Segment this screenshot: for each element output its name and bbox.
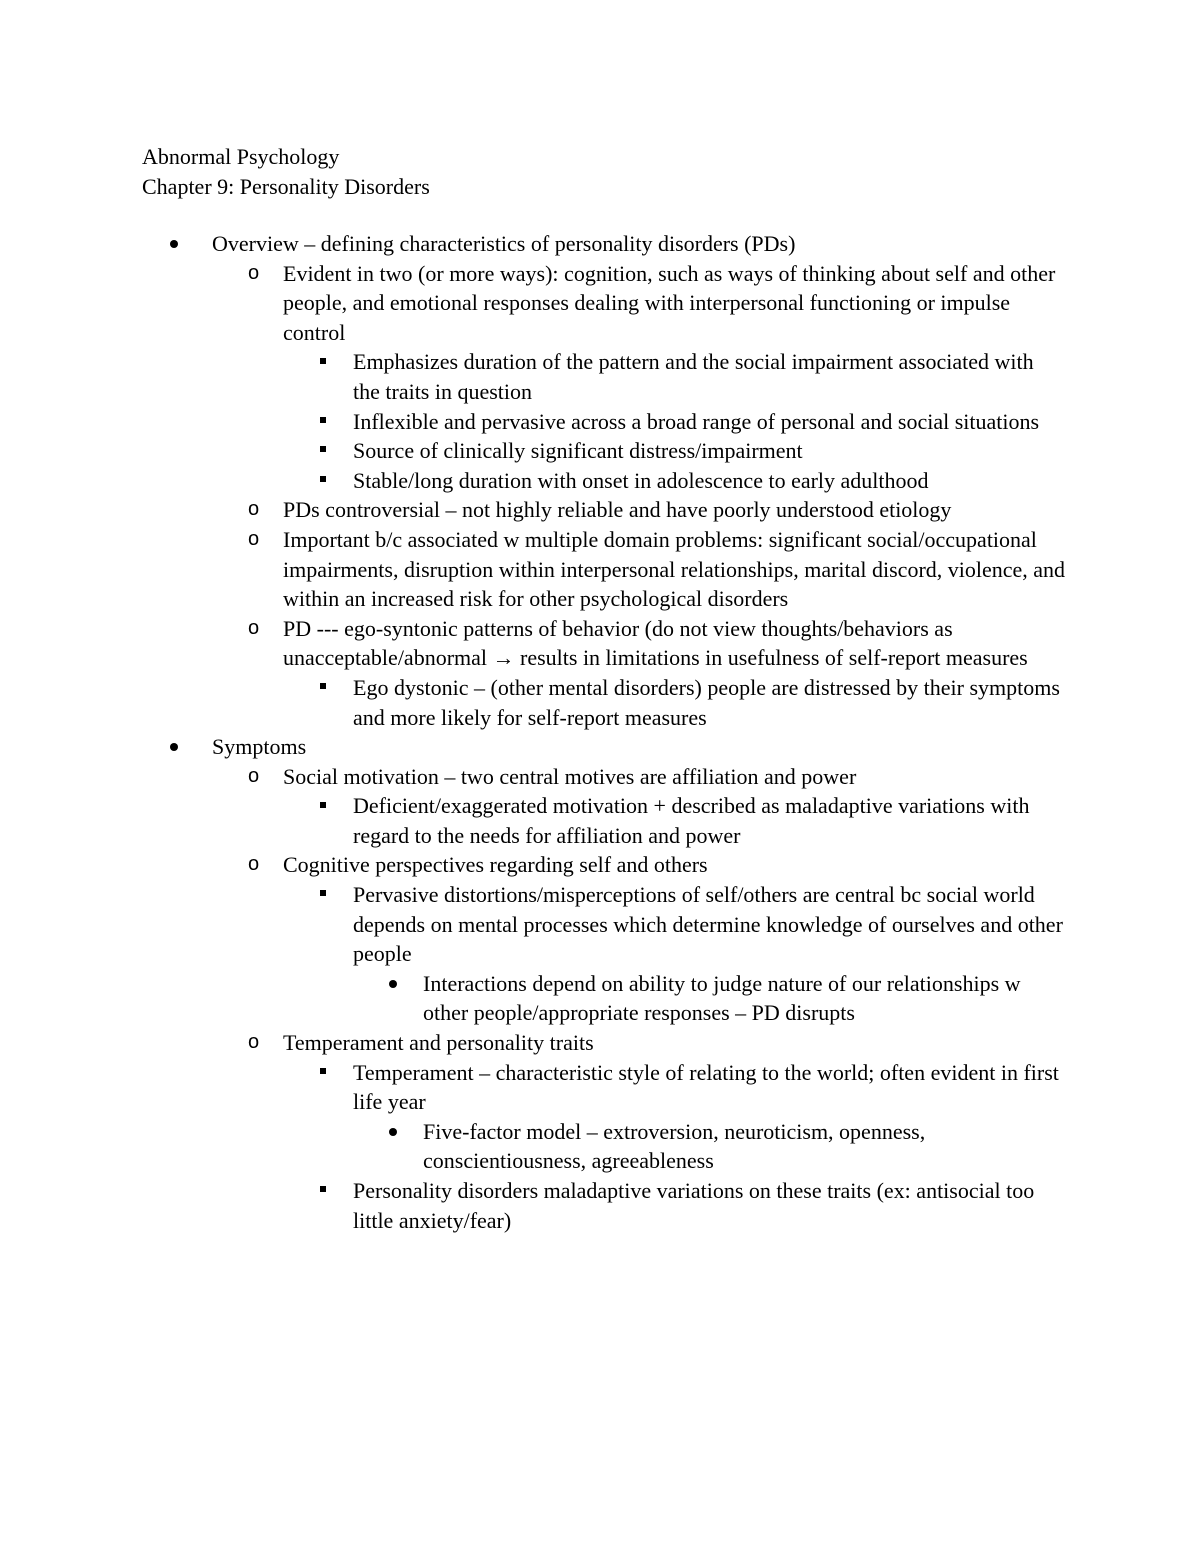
list-item-text: Symptoms bbox=[212, 734, 307, 760]
list-item bbox=[0, 1058, 1063, 1117]
list-item-text: Source of clinically significant distress/impairment bbox=[353, 438, 803, 464]
list-item-text: Deficient/exaggerated motivation + described as maladaptive variations with regard to the needs for affiliation and power bbox=[353, 793, 1030, 848]
circle-marker: o bbox=[248, 853, 260, 876]
list-item-text: Social motivation – two central motives are affiliation and power bbox=[283, 763, 857, 789]
list-item bbox=[0, 969, 1043, 1028]
bullet-marker bbox=[170, 732, 178, 762]
list-item bbox=[0, 466, 1063, 496]
circle-marker: o bbox=[248, 498, 260, 521]
square-marker bbox=[320, 1058, 326, 1088]
list-item bbox=[0, 407, 1063, 437]
list-item bbox=[0, 347, 1063, 406]
list-item-text: Pervasive distortions/misperceptions of self/others are central bc social world depends on mental processes which determine knowledge of ourselves and other people bbox=[353, 882, 1063, 967]
list-item-text: Five-factor model – extroversion, neuroticism, openness, conscientiousness, agreeableness bbox=[423, 1118, 926, 1174]
circle-marker: o bbox=[248, 261, 260, 284]
circle-marker: o bbox=[248, 764, 260, 787]
list-item bbox=[0, 1176, 1063, 1235]
list-item bbox=[0, 1028, 1073, 1058]
square-marker bbox=[320, 1176, 326, 1206]
bullet-marker bbox=[170, 229, 178, 259]
list-item bbox=[0, 673, 1063, 732]
list-item bbox=[0, 525, 1073, 614]
circle-marker: o bbox=[248, 527, 260, 550]
list-item bbox=[0, 791, 1063, 850]
list-item-text: Evident in two (or more ways): cognition, such as ways of thinking about self and other people, and emotional responses dealing with interpersonal functioning or impulse control bbox=[283, 260, 1056, 345]
course-title: Abnormal Psychology bbox=[142, 144, 340, 169]
square-marker bbox=[320, 466, 326, 496]
list-item bbox=[0, 732, 1112, 762]
square-marker bbox=[320, 436, 326, 466]
list-item-text: Temperament – characteristic style of relating to the world; often evident in first life year bbox=[353, 1059, 1059, 1115]
list-item bbox=[0, 1117, 1043, 1176]
notes-outline bbox=[0, 229, 1200, 1235]
bullet-marker bbox=[389, 1117, 397, 1147]
square-marker bbox=[320, 791, 326, 821]
list-item-text: Cognitive perspectives regarding self and others bbox=[283, 852, 708, 878]
list-item bbox=[0, 614, 1073, 673]
list-item bbox=[0, 259, 1073, 348]
list-item bbox=[0, 850, 1073, 880]
list-item bbox=[0, 229, 1112, 259]
circle-marker: o bbox=[248, 1031, 260, 1054]
list-item bbox=[0, 762, 1073, 792]
square-marker bbox=[320, 407, 326, 437]
list-item bbox=[0, 495, 1073, 525]
list-item-text: Overview – defining characteristics of personality disorders (PDs) bbox=[212, 231, 796, 256]
square-marker bbox=[320, 673, 326, 703]
bullet-marker bbox=[389, 969, 397, 999]
document-header bbox=[142, 142, 1082, 201]
square-marker bbox=[320, 880, 326, 910]
list-item-text: Inflexible and pervasive across a broad range of personal and social situations bbox=[353, 408, 1040, 434]
list-item-text: Emphasizes duration of the pattern and the social impairment associated with the traits in question bbox=[353, 349, 1034, 404]
chapter-title: Chapter 9: Personality Disorders bbox=[142, 173, 430, 199]
list-item bbox=[0, 880, 1063, 969]
list-item-text: Temperament and personality traits bbox=[283, 1030, 594, 1056]
list-item-text: Interactions depend on ability to judge nature of our relationships w other people/appropriate responses – PD disrupts bbox=[423, 970, 1021, 1026]
circle-marker: o bbox=[248, 616, 260, 639]
list-item-text: Ego dystonic – (other mental disorders) people are distressed by their symptoms and more likely for self-report measures bbox=[353, 674, 1060, 730]
square-marker bbox=[320, 347, 326, 377]
list-item-text: PDs controversial – not highly reliable and have poorly understood etiology bbox=[283, 497, 952, 523]
list-item-text: Personality disorders maladaptive variations on these traits (ex: antisocial too little anxiety/fear) bbox=[353, 1178, 1035, 1233]
list-item bbox=[0, 436, 1063, 466]
list-item-text: PD --- ego-syntonic patterns of behavior (do not view thoughts/behaviors as unacceptable/abnormal → results in limitations in usefulness of self-report measures bbox=[283, 615, 1028, 671]
list-item-text: Important b/c associated w multiple domain problems: significant social/occupational impairments, disruption within interpersonal relationships, marital discord, violence, and within an increased risk for other psychological disorders bbox=[283, 526, 1066, 612]
list-item-text: Stable/long duration with onset in adolescence to early adulthood bbox=[353, 467, 929, 493]
